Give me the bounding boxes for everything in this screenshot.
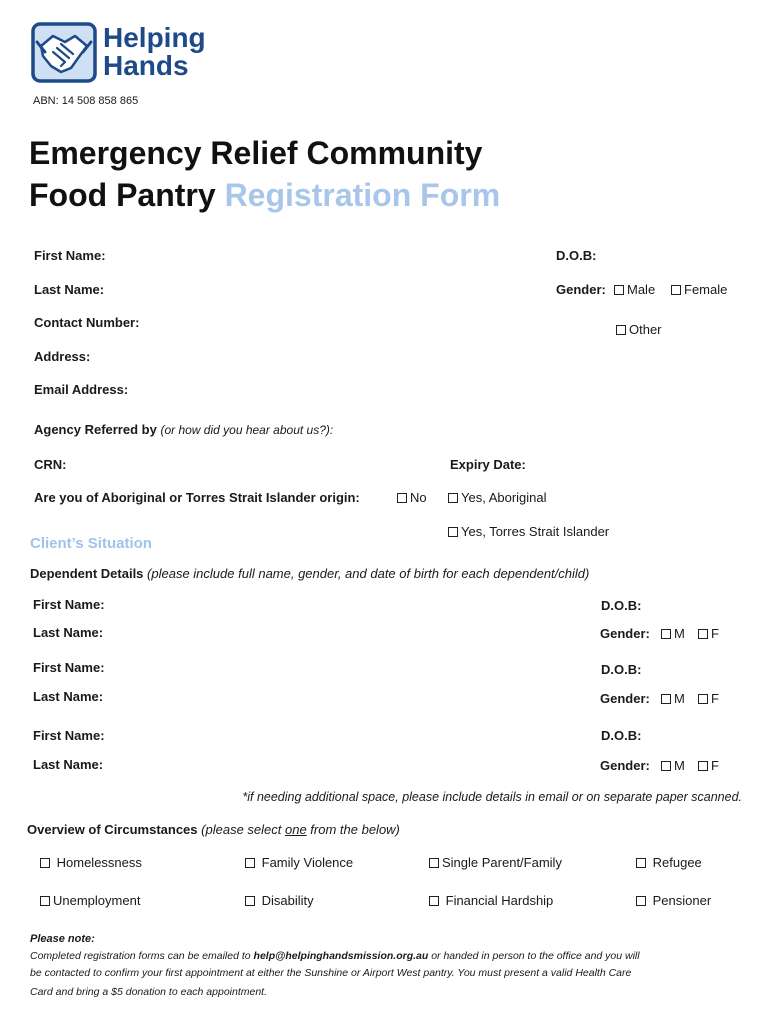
agency-hint: (or how did you hear about us?): bbox=[160, 423, 334, 437]
page-title-line2 bbox=[29, 174, 500, 216]
single-parent-checkbox[interactable] bbox=[429, 858, 439, 868]
dependent-2-dob-label: D.O.B: bbox=[601, 662, 642, 677]
page-title-light: Registration Form bbox=[224, 177, 501, 213]
dependent-2-first-name-label: First Name: bbox=[33, 660, 105, 675]
address-label: Address: bbox=[34, 349, 91, 364]
dependent-2-gender-f-option[interactable] bbox=[698, 691, 719, 706]
dependent-2-gender-m-option[interactable] bbox=[661, 691, 685, 706]
circumstances-label-text: Overview of Circumstances bbox=[27, 822, 198, 837]
page-title-line1: Emergency Relief Community bbox=[29, 135, 483, 171]
family-violence-checkbox[interactable] bbox=[245, 858, 255, 868]
note-line-2: be contacted to confirm your first appointment at either the Sunshine or Airport West pantry. You must present a valid Health Care bbox=[30, 967, 632, 979]
dependent-2-gender-f-label: F bbox=[711, 691, 719, 706]
circumstance-family-violence[interactable] bbox=[245, 855, 353, 870]
page-title-dark: Food Pantry bbox=[29, 177, 216, 213]
pensioner-label: Pensioner bbox=[652, 893, 712, 908]
contact-number-label: Contact Number: bbox=[34, 315, 140, 330]
origin-tsi-label: Yes, Torres Strait Islander bbox=[461, 524, 610, 539]
dependent-hint: (please include full name, gender, and date of birth for each dependent/child) bbox=[147, 566, 590, 581]
origin-tsi-option[interactable] bbox=[448, 524, 609, 539]
dependent-1-gender-f-checkbox[interactable] bbox=[698, 629, 708, 639]
gender-male-label: Male bbox=[627, 282, 656, 297]
contact-email-link[interactable]: help@helpinghandsmission.org.au bbox=[253, 950, 429, 962]
refugee-label: Refugee bbox=[652, 855, 702, 870]
logo-text-line2: Hands bbox=[103, 50, 189, 81]
expiry-date-label: Expiry Date: bbox=[450, 457, 526, 472]
origin-no-label: No bbox=[410, 490, 427, 505]
dependent-2-last-name-label: Last Name: bbox=[33, 689, 104, 704]
origin-aboriginal-label: Yes, Aboriginal bbox=[461, 490, 547, 505]
agency-referred-label bbox=[34, 422, 333, 437]
dependent-3-first-name-label: First Name: bbox=[33, 728, 105, 743]
circumstance-single-parent[interactable] bbox=[429, 855, 562, 870]
note-line-1 bbox=[30, 950, 640, 962]
origin-no-checkbox[interactable] bbox=[397, 493, 407, 503]
circumstance-unemployment[interactable] bbox=[40, 893, 140, 908]
dependent-3-gender-m-checkbox[interactable] bbox=[661, 761, 671, 771]
origin-question: Are you of Aboriginal or Torres Strait Islander origin: bbox=[34, 490, 360, 505]
dependent-2-gender-m-label: M bbox=[674, 691, 685, 706]
gender-male-checkbox[interactable] bbox=[614, 285, 624, 295]
dependent-details-label bbox=[30, 566, 589, 581]
gender-female-option[interactable] bbox=[671, 282, 727, 297]
circumstances-label bbox=[27, 822, 400, 837]
last-name-label: Last Name: bbox=[34, 282, 105, 297]
dependent-3-gender-label: Gender: bbox=[600, 758, 650, 773]
gender-female-checkbox[interactable] bbox=[671, 285, 681, 295]
circumstance-refugee[interactable] bbox=[636, 855, 702, 870]
email-label: Email Address: bbox=[34, 382, 129, 397]
gender-label: Gender: bbox=[556, 282, 606, 297]
family-violence-label: Family Violence bbox=[261, 855, 354, 870]
dependent-1-gender-m-checkbox[interactable] bbox=[661, 629, 671, 639]
circumstance-disability[interactable] bbox=[245, 893, 314, 908]
refugee-checkbox[interactable] bbox=[636, 858, 646, 868]
note-pre: Completed registration forms can be emailed to bbox=[30, 950, 254, 962]
gender-other-checkbox[interactable] bbox=[616, 325, 626, 335]
note-line-3: Card and bring a $5 donation to each appointment. bbox=[30, 986, 268, 998]
additional-space-note: *if needing additional space, please include details in email or on separate paper scanned. bbox=[242, 790, 742, 804]
note-line1-post: or handed in person to the office and you will bbox=[428, 950, 640, 962]
logo-text-line1: Helping bbox=[103, 22, 206, 53]
unemployment-label: Unemployment bbox=[53, 893, 141, 908]
dependent-1-gender-m-option[interactable] bbox=[661, 626, 685, 641]
financial-hardship-checkbox[interactable] bbox=[429, 896, 439, 906]
note-heading: Please note: bbox=[30, 933, 95, 945]
dependent-1-gender-m-label: M bbox=[674, 626, 685, 641]
circumstance-pensioner[interactable] bbox=[636, 893, 711, 908]
circumstance-financial-hardship[interactable] bbox=[429, 893, 553, 908]
dependent-3-gender-f-option[interactable] bbox=[698, 758, 719, 773]
dependent-1-gender-f-option[interactable] bbox=[698, 626, 719, 641]
dependent-2-gender-f-checkbox[interactable] bbox=[698, 694, 708, 704]
homelessness-label: Homelessness bbox=[56, 855, 142, 870]
gender-female-label: Female bbox=[684, 282, 728, 297]
single-parent-label: Single Parent/Family bbox=[442, 855, 562, 870]
abn: ABN: 14 508 858 865 bbox=[33, 95, 139, 107]
circumstance-homelessness[interactable] bbox=[40, 855, 142, 870]
financial-hardship-label: Financial Hardship bbox=[445, 893, 554, 908]
dependent-3-gender-m-label: M bbox=[674, 758, 685, 773]
clients-situation-heading: Client’s Situation bbox=[30, 535, 152, 552]
dependent-2-gender-m-checkbox[interactable] bbox=[661, 694, 671, 704]
homelessness-checkbox[interactable] bbox=[40, 858, 50, 868]
first-name-label: First Name: bbox=[34, 248, 106, 263]
origin-tsi-checkbox[interactable] bbox=[448, 527, 458, 537]
dependent-3-last-name-label: Last Name: bbox=[33, 757, 104, 772]
dependent-label-text: Dependent Details bbox=[30, 566, 144, 581]
crn-label: CRN: bbox=[34, 457, 67, 472]
dependent-3-dob-label: D.O.B: bbox=[601, 728, 642, 743]
disability-label: Disability bbox=[261, 893, 314, 908]
dependent-3-gender-m-option[interactable] bbox=[661, 758, 685, 773]
handshake-logo-icon bbox=[31, 22, 99, 84]
gender-other-option[interactable] bbox=[616, 322, 662, 337]
agency-label-text: Agency Referred by bbox=[34, 422, 157, 437]
dependent-2-gender-label: Gender: bbox=[600, 691, 650, 706]
gender-male-option[interactable] bbox=[614, 282, 655, 297]
dependent-1-gender-label: Gender: bbox=[600, 626, 650, 641]
dependent-1-last-name-label: Last Name: bbox=[33, 625, 104, 640]
pensioner-checkbox[interactable] bbox=[636, 896, 646, 906]
dependent-3-gender-f-label: F bbox=[711, 758, 719, 773]
logo bbox=[31, 22, 231, 84]
disability-checkbox[interactable] bbox=[245, 896, 255, 906]
unemployment-checkbox[interactable] bbox=[40, 896, 50, 906]
dependent-1-gender-f-label: F bbox=[711, 626, 719, 641]
origin-aboriginal-checkbox[interactable] bbox=[448, 493, 458, 503]
origin-aboriginal-option[interactable] bbox=[448, 490, 547, 505]
dob-label: D.O.B: bbox=[556, 248, 597, 263]
dependent-3-gender-f-checkbox[interactable] bbox=[698, 761, 708, 771]
origin-no-option[interactable] bbox=[397, 490, 427, 505]
dependent-1-first-name-label: First Name: bbox=[33, 597, 105, 612]
gender-other-label: Other bbox=[629, 322, 662, 337]
dependent-1-dob-label: D.O.B: bbox=[601, 598, 642, 613]
circumstances-hint: (please select one from the below) bbox=[201, 822, 400, 837]
